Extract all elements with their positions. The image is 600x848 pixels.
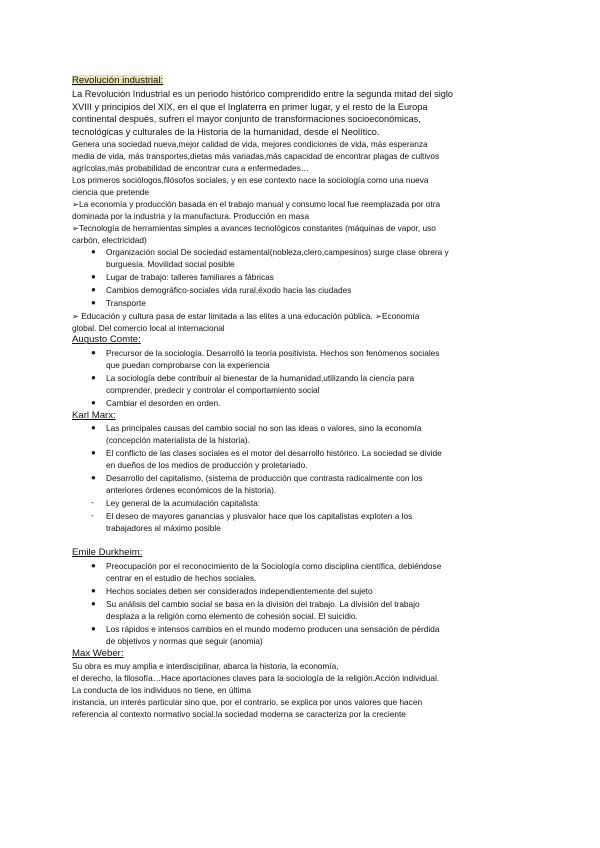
bullet-icon: ● bbox=[91, 423, 96, 433]
spacer bbox=[72, 535, 532, 547]
bullet-icon: ● bbox=[91, 448, 96, 458]
document-page bbox=[72, 70, 532, 720]
section-comte bbox=[72, 334, 532, 409]
list-item: - Ley general de la acumulación capitalista: bbox=[91, 498, 261, 509]
text-line: referencia al contexto normativo social.la sociedad moderna se caracteriza por la creciente bbox=[72, 709, 406, 720]
section-durkheim bbox=[72, 547, 532, 647]
list-item: ● Preocupación por el reconocimiento de la Sociología como disciplina científica, debiéndose centrar en el estudio de hechos sociales. bbox=[91, 560, 442, 583]
text-line: ➢Tecnología de herramientas simples a avances tecnológicos constantes (máquinas de vapor, uso bbox=[72, 223, 436, 234]
list-item: ● El conflicto de las clases sociales es el motor del desarrollo histórico. La sociedad se divide en dueños de los medios de producción y proletariado. bbox=[91, 448, 442, 471]
bullet-icon: ● bbox=[91, 347, 96, 357]
text-line: carbón, electricidad) bbox=[72, 235, 147, 246]
text-line: dominada por la industria y la manufactura. Producción en masa bbox=[72, 211, 310, 222]
bullet-list bbox=[72, 560, 532, 647]
text-line: Los primeros sociólogos,filósofos sociales, y en ese contexto nace la sociología como una nueva bbox=[72, 175, 429, 186]
heading-durkheim: Emile Durkheim: bbox=[72, 547, 143, 559]
bullet-list bbox=[72, 422, 532, 534]
text-line: el derecho, la filosofía…Hace aportaciones claves para la sociología de la religión.Acción individual. bbox=[72, 673, 440, 684]
text-line: global. Del comercio local al internacional bbox=[72, 323, 225, 334]
list-item: ● Transporte bbox=[91, 298, 146, 309]
arrow-paragraph bbox=[72, 310, 532, 334]
text-line: agrícolas,más probabilidad de encontrar cura a enfermedades… bbox=[72, 163, 310, 174]
bullet-icon: ● bbox=[91, 298, 96, 308]
dash-icon: - bbox=[91, 511, 94, 521]
bullet-icon: ● bbox=[91, 247, 96, 257]
section-weber bbox=[72, 648, 532, 721]
text-line: La Revolución Industrial es un periodo histórico comprendido entre la segunda mitad del siglo bbox=[72, 89, 453, 99]
list-item: ● Su análisis del cambio social se basa en la división del trabajo. La división del trabajo desplaza a la religión como elemento de cohesión social. El suicidio. bbox=[91, 598, 420, 621]
text-line: Su obra es muy amplia e interdisciplinar, abarca la historia, la economía, bbox=[72, 661, 339, 672]
list-item: ● Las principales causas del cambio social no son las ideas o valores, sino la economía (concepción materialista de la historia). bbox=[91, 423, 422, 446]
bullet-icon: ● bbox=[91, 473, 96, 483]
bullet-icon: ● bbox=[91, 372, 96, 382]
dash-icon: - bbox=[91, 498, 94, 508]
text-line: media de vida, más transportes,dietas más variadas,más capacidad de encontrar plagas de cultivos bbox=[72, 151, 440, 162]
heading-comte: Augusto Comte: bbox=[72, 334, 141, 346]
bullet-icon: ● bbox=[91, 272, 96, 282]
list-item: ● Cambios demográfico-sociales vida rural,éxodo hacia las ciudades bbox=[91, 285, 352, 296]
list-item: ● La sociología debe contribuir al bienestar de la humanidad,utilizando la ciencia para comprender, predecir y controlar el comportamiento social bbox=[91, 372, 415, 395]
list-item: ● Desarrollo del capitalismo, (sistema de producción que contrasta radicalmente con los anteriores órdenes económicos de la historia). bbox=[91, 473, 423, 496]
list-item: ● Hechos sociales deben ser considerados independientemente del sujeto bbox=[91, 585, 373, 596]
text-line: La conducta de los individuos no tiene, en última bbox=[72, 685, 251, 696]
heading-weber: Max Weber: bbox=[72, 647, 124, 659]
list-item: ● Lugar de trabajo: talleres familiares a fábricas bbox=[91, 272, 274, 283]
bullet-icon: ● bbox=[91, 285, 96, 295]
body-paragraph bbox=[72, 138, 532, 198]
bullet-list bbox=[72, 347, 532, 409]
text-line: XVIII y principios del XIX, en el que el Inglaterra en primer lugar, y el resto de la Europa bbox=[72, 101, 428, 112]
bullet-icon: ● bbox=[91, 598, 96, 608]
bullet-icon: ● bbox=[91, 560, 96, 570]
text-line: ➢La economía y producción basada en el trabajo manual y consumo local fue reemplazada por otra bbox=[72, 199, 441, 210]
heading-marx: Karl Marx: bbox=[72, 409, 116, 421]
bullet-icon: ● bbox=[91, 585, 96, 595]
list-item: ● Cambiar el desorden en orden. bbox=[91, 397, 221, 408]
text-line: instancia, un interés particular sino que, por el contrario, se explica por unos valores que hacen bbox=[72, 697, 423, 708]
text-line: Genera una sociedad nueva,mejor calidad de vida, mejores condiciones de vida, más esperanza bbox=[72, 139, 428, 150]
section-revolucion bbox=[72, 70, 532, 334]
list-item: ● Precursor de la sociología. Desarrolló la teoría positivista. Hechos son fenómenos sociales que puedan comprobarse con la experiencia bbox=[91, 347, 440, 370]
section-marx bbox=[72, 410, 532, 535]
text-line: ➢ Educación y cultura pasa de estar limitada a las elites a una educación pública. ➢Economía bbox=[72, 311, 420, 322]
arrow-paragraph bbox=[72, 198, 532, 246]
text-line: tecnológicas y culturales de la Historia de la humanidad, desde el Neolítico. bbox=[72, 126, 380, 137]
bullet-list bbox=[72, 246, 532, 309]
bullet-icon: ● bbox=[91, 623, 96, 633]
intro-paragraph bbox=[72, 88, 532, 138]
list-item: ● Los rápidos e intensos cambios en el mundo moderno producen una sensación de pérdida de objetivos y normas que seguir (anomia) bbox=[91, 623, 440, 646]
list-item: ● Organización social De sociedad estamental(nobleza,clero,campesinos) surge clase obrera y burguesía. Movilidad social posible bbox=[91, 247, 449, 270]
text-line: continental después, sufren el mayor conjunto de transformaciones socioeconómicas, bbox=[72, 114, 421, 125]
bullet-icon: ● bbox=[91, 397, 96, 407]
text-line: ciencia que pretende bbox=[72, 187, 150, 198]
list-item: - El deseo de mayores ganancias y plusvalor hace que los capitalistas exploten a los trabajadores al máximo posible bbox=[91, 511, 413, 534]
heading-revolucion: Revolución industrial: bbox=[72, 75, 164, 86]
